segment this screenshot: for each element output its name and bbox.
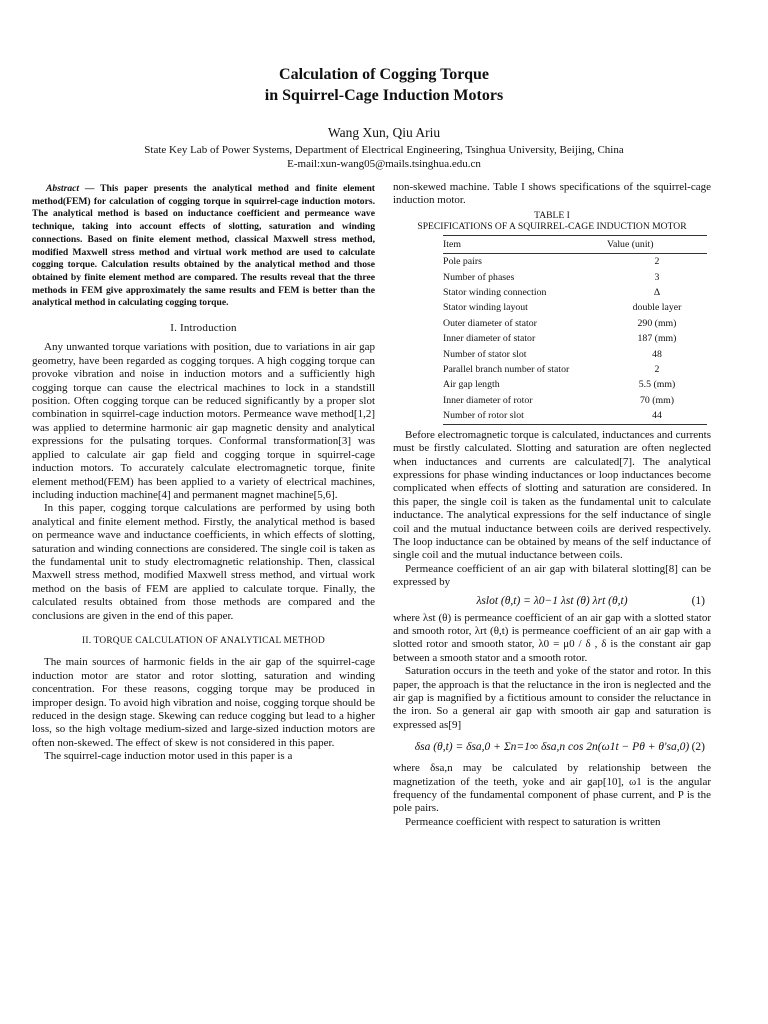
email-address: E-mail:xun-wang05@mails.tsinghua.edu.cn bbox=[287, 158, 481, 170]
saturation-paragraph: Saturation occurs in the teeth and yoke of the stator and rotor. In this paper, the approach is that the reluctance in the iron is neglected and the air gap is magnified by a fictitious amount to consider the reluctance in the iron. So a general air gap with smooth air gap and saturation is expressed as[9] bbox=[393, 665, 711, 731]
table-cell-value: 2 bbox=[654, 364, 660, 376]
abstract bbox=[32, 183, 375, 310]
table-cell-value: 3 bbox=[654, 271, 660, 283]
abstract-text: — This paper presents the analytical method and finite element method(FEM) for calculation of cogging torque in squirrel-cage induction motors. The analytical method is based on inductance coefficient and permeance wave technique, taking into account effects of slotting, saturation and winding connections. Based on finite element method, classical Maxwell stress method, modified Maxwell stress method and virtual work method are used to calculate cogging torque. Calculation results obtained by the analytical method and those obtained by finite element method are compared. The results reveal that the three methods in FEM give approximately the same results and FEM is better than the analytical method in calculating cogging torque. bbox=[32, 183, 375, 309]
paper-title-line-2: in Squirrel-Cage Induction Motors bbox=[264, 87, 504, 104]
table-cell-item: Number of stator slot bbox=[443, 348, 527, 360]
table-cell-item: Number of rotor slot bbox=[443, 408, 607, 424]
table-cell-value: 5.5 (mm) bbox=[638, 379, 676, 391]
table-row bbox=[443, 347, 707, 362]
equation-2-number: (2) bbox=[691, 741, 705, 754]
table-cell-value: 70 (mm) bbox=[639, 394, 674, 406]
table-row bbox=[443, 331, 707, 346]
table-header-item: Item bbox=[443, 235, 607, 253]
table-cell-value: 187 (mm) bbox=[637, 333, 677, 345]
section-heading-torque-calculation: II. TORQUE CALCULATION OF ANALYTICAL METHOD bbox=[82, 635, 325, 646]
section-heading-introduction: I. Introduction bbox=[170, 322, 237, 335]
table-row bbox=[443, 393, 707, 408]
table-cell-item: Outer diameter of stator bbox=[443, 317, 537, 329]
table-cell-item: Number of phases bbox=[443, 271, 515, 283]
table-cell-item: Air gap length bbox=[443, 379, 500, 391]
section2-paragraph-2: The squirrel-cage induction motor used in this paper is a bbox=[44, 750, 293, 763]
table-caption: SPECIFICATIONS OF A SQUIRREL-CAGE INDUCTION MOTOR bbox=[417, 220, 687, 232]
table-header-value: Value (unit) bbox=[607, 235, 707, 253]
table-row bbox=[443, 300, 707, 315]
equation-1-formula: λslot (θ,t) = λ0−1 λst (θ) λrt (θ,t) bbox=[476, 594, 628, 607]
where-lambda-paragraph: where λst (θ) is permeance coefficient of an air gap with a slotted stator and smooth rotor, λrt (θ,t) is permeance coefficient of an air gap with a slotted rotor and smooth stator, λ0 = μ0 / δ , δ is the constant air gap between a smooth stator and a smooth rotor. bbox=[393, 611, 711, 664]
table-row bbox=[443, 316, 707, 331]
table-cell-item: Stator winding layout bbox=[443, 302, 528, 314]
section2-paragraph-1: The main sources of harmonic fields in the air gap of the squirrel-cage induction motor are stator and rotor slotting, saturation and winding concentration. For these reasons, cogging torque may be produced in improper design. To avoid high vibration and noise, cogging torque should be reduced in the design stage. Skewing can reduce cogging but lead to a higher loss, so the high voltage medium-sized and large-sized induction motors are often non-skewed. The effect of skew is not considered in this paper. bbox=[32, 656, 375, 749]
table-row bbox=[443, 408, 707, 424]
intro-paragraph-1: Any unwanted torque variations with position, due to variations in air gap geometry, have been regarded as cogging torques. A high cogging torque can provoke vibration and noise in induction motors and a sufficiently high cogging torque can cause the electrical machines to lock in a standstill position. Often cogging torque can be reduced significantly by a proper slot combination in squirrel-cage induction motors. Permeance wave method[1,2] was applied to determine harmonic air gap magnetic density and analytical expressions for the pulsating torques. Conformal transformation[3] was applied to calculate air gap field and cogging torque in squirrel-cage induction motors. To accurately calculate electromagnetic torque, finite element method(FEM) has been applied to a variety of electrical machines, including induction machine[4] and permanent magnet machine[5,6]. bbox=[32, 341, 375, 501]
right-intro-text: non-skewed machine. Table I shows specifications of the squirrel-cage induction motor. bbox=[393, 181, 711, 207]
author-names: Wang Xun, Qiu Ariu bbox=[327, 125, 441, 140]
table-cell-value: 48 bbox=[652, 348, 662, 360]
abstract-label: Abstract bbox=[46, 183, 80, 194]
table-cell-value: 290 (mm) bbox=[637, 317, 677, 329]
table-label: TABLE I bbox=[534, 209, 570, 221]
table-row bbox=[443, 270, 707, 285]
table-row bbox=[443, 362, 707, 377]
table-cell-value: 44 bbox=[607, 408, 707, 424]
intro-paragraph-2: In this paper, cogging torque calculations are performed by using both analytical and finite element method. Firstly, the analytical method is based on permeance wave and inductance coefficients, in which effects of slotting, saturation and winding connections are considered. The single coil is taken as the fundamental unit to study electromagnetic relationship. Then, classical Maxwell stress method, modified Maxwell stress method, and virtual work method on the basis of FEM are applied to calculate torque. Finally, the calculated results obtained from those methods are compared and the conclusions are given in the end of this paper. bbox=[32, 502, 375, 622]
equation-2 bbox=[393, 732, 711, 762]
table-row bbox=[443, 254, 707, 270]
permeance-paragraph: Permeance coefficient of an air gap with bilateral slotting[8] can be expressed by bbox=[393, 562, 711, 589]
table-cell-item: Stator winding connection bbox=[443, 287, 547, 299]
equation-1-number: (1) bbox=[691, 594, 705, 607]
table-cell-item: Parallel branch number of stator bbox=[443, 364, 570, 376]
table-row bbox=[443, 285, 707, 300]
permeance-saturation-paragraph: Permeance coefficient with respect to saturation is written bbox=[405, 815, 661, 828]
specifications-table bbox=[443, 235, 707, 425]
table-cell-item: Inner diameter of rotor bbox=[443, 394, 533, 406]
paper-title-line-1: Calculation of Cogging Torque bbox=[279, 66, 489, 83]
table-row bbox=[443, 377, 707, 392]
equation-2-formula: δsa (θ,t) = δsa,0 + Σn=1∞ δsa,n cos 2n(ω1t − Pθ + θ′sa,0) bbox=[414, 741, 690, 754]
table-cell-item: Inner diameter of stator bbox=[443, 333, 536, 345]
inductance-paragraph: Before electromagnetic torque is calculated, inductances and currents must be firstly calculated. Slotting and saturation are often neglected when inductances and currents are calculated[7]. The analytical expressions for phase winding inductances or loop inductances become complicated when effects of slotting and saturation are considered. In this paper, the single coil is taken as the fundamental unit to calculate inductance. The analytical expressions for the self inductance of single coil and the mutual inductance between coils are derived respectively. The loop inductance can be obtained by means of the self inductance of single coil and the mutual inductance between coils. bbox=[393, 428, 711, 562]
left-column bbox=[32, 183, 375, 764]
equation-1 bbox=[393, 590, 711, 612]
table-cell-value: 2 bbox=[654, 256, 660, 268]
table-cell-value: double layer bbox=[632, 302, 682, 314]
affiliation: State Key Lab of Power Systems, Department of Electrical Engineering, Tsinghua University, Beijing, China bbox=[144, 144, 624, 156]
where-delta-paragraph: where δsa,n may be calculated by relationship between the magnetization of the teeth, yoke and air gap[10], ω1 is the angular frequency of the fundamental component of phase current, and P is the pole pairs. bbox=[393, 762, 711, 815]
table-cell-value: Δ bbox=[653, 287, 661, 299]
table-cell-item: Pole pairs bbox=[443, 256, 482, 268]
right-column bbox=[393, 181, 711, 829]
